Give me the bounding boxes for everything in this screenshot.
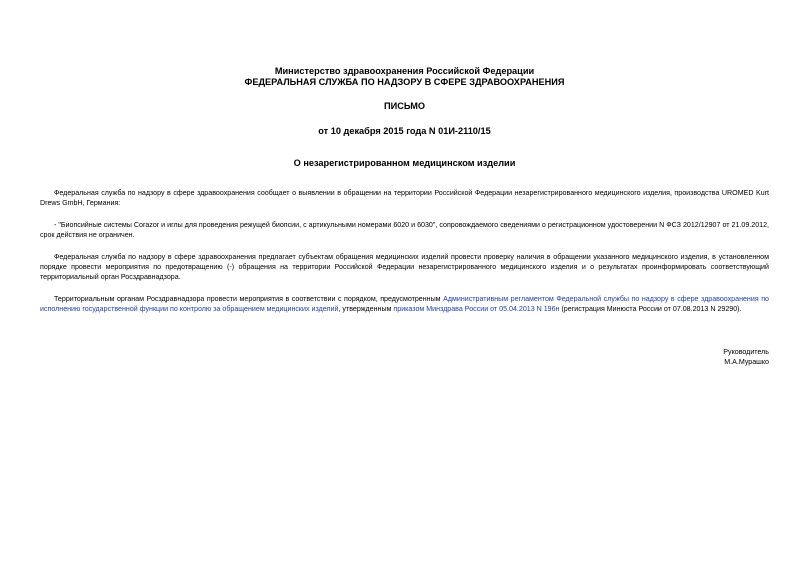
signer-position: Руководитель	[723, 347, 769, 356]
document-date-number: от 10 декабря 2015 года N 01И-2110/15	[318, 125, 491, 136]
document-header	[40, 66, 769, 169]
signer-name: М.А.Мурашко	[724, 357, 769, 366]
regulation-link[interactable]: Административным регламентом Федеральной службы по надзору в сфере здравоохранения по исполнению государственной функции по контролю за обращением медицинских изделий	[40, 294, 769, 313]
paragraph-4-text-3: (регистрация Минюста России от 07.08.2013 N 29290).	[559, 304, 742, 313]
document-type: ПИСЬМО	[383, 101, 426, 111]
paragraph-4	[40, 294, 769, 314]
paragraph-3: Федеральная служба по надзору в сфере здравоохранения предлагает субъектам обращения медицинских изделий провести проверку наличия в обращении указанного медицинского изделия, в установленном порядке провести мероприятия по предотвращению (-) обращения на территории Российской Федерации незарегистрированного медицинского изделия и о результатах проинформировать соответствующий территориальный орган Росздравнадзора.	[40, 252, 769, 281]
paragraph-1: Федеральная служба по надзору в сфере здравоохранения сообщает о выявлении в обращении на территории Российской Федерации незарегистрированного медицинского изделия, производства UROMED Kurt Drews GmbH, Германия:	[40, 188, 769, 207]
document	[40, 66, 769, 367]
document-subject: О незарегистрированном медицинском изделии	[293, 158, 516, 168]
paragraph-2: - "Биопсийные системы Corazor и иглы для проведения режущей биопсии, с артикульными номерами 6020 и 6030", сопровождаемого сведениями о регистрационном удостоверении N ФСЗ 2012/12907 от 21.09.2012, срок действия не ограничен.	[40, 220, 769, 239]
paragraph-4-text-1: Территориальным органам Росздравнадзора провести мероприятия в соответствии с порядком, предусмотренным	[54, 294, 444, 303]
document-body	[40, 188, 769, 314]
signature-block	[40, 347, 769, 367]
ministry-name: Министерство здравоохранения Российской Федерации	[274, 66, 535, 76]
paragraph-4-text-2: , утвержденным	[338, 304, 394, 313]
order-link[interactable]: приказом Минздрава России от 05.04.2013 N 196н	[393, 304, 560, 313]
service-name: ФЕДЕРАЛЬНАЯ СЛУЖБА ПО НАДЗОРУ В СФЕРЕ ЗДРАВООХРАНЕНИЯ	[244, 76, 565, 87]
